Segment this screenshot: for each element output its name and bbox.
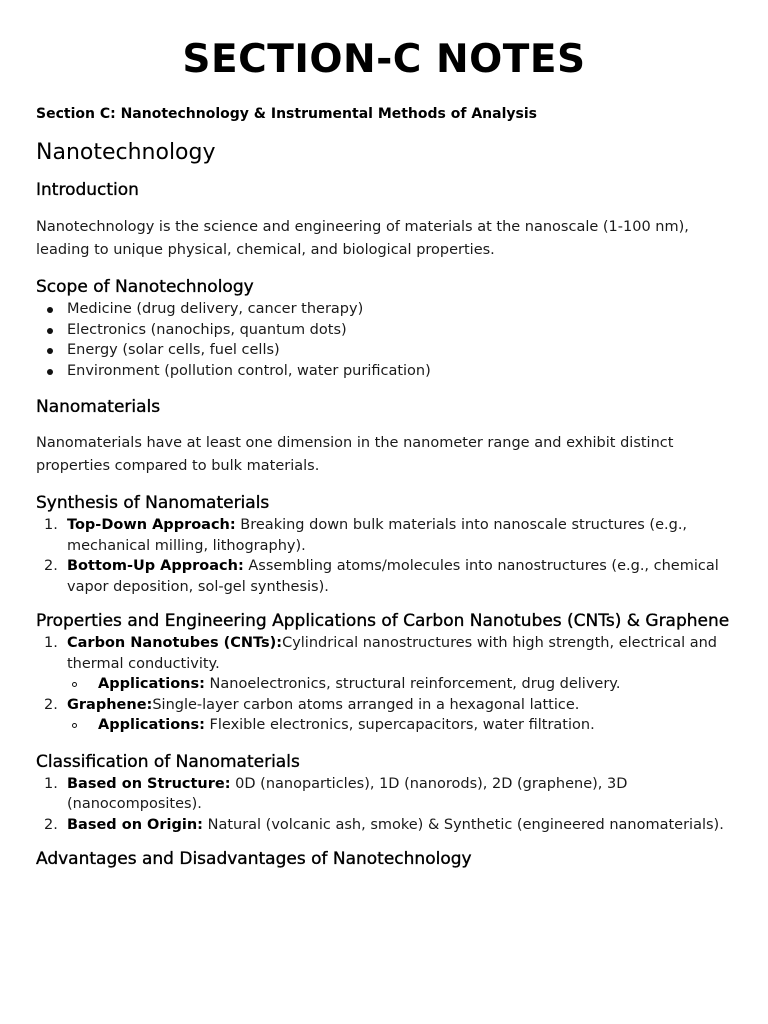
list-item	[36, 774, 732, 815]
term-description: Natural (volcanic ash, smoke) & Synthetic (engineered nanomaterials).	[202, 816, 724, 833]
term-label: Carbon Nanotubes (CNTs):	[67, 635, 283, 651]
list-number: 1.	[44, 635, 58, 651]
term-description: Breaking down bulk materials into nanoscale structures (e.g., mechanical milling, lithography).	[67, 517, 688, 554]
introduction-heading: Introduction	[36, 180, 139, 200]
nanomaterials-text: Nanomaterials have at least one dimension in the nanometer range and exhibit distinct properties compared to bulk materials.	[36, 435, 674, 474]
classification-list	[36, 774, 732, 836]
sub-term-label: Applications:	[98, 717, 205, 733]
synthesis-list	[36, 515, 732, 597]
circle-bullet-icon	[72, 723, 77, 728]
document-subtitle: Section C: Nanotechnology & Instrumental Methods of Analysis	[36, 106, 537, 122]
properties-list	[36, 633, 732, 736]
sub-list	[67, 674, 732, 695]
list-number: 1.	[44, 517, 58, 533]
term-description: Assembling atoms/molecules into nanostructures (e.g., chemical vapor deposition, sol-gel synthesis).	[67, 558, 719, 595]
scope-heading: Scope of Nanotechnology	[36, 277, 254, 297]
main-heading: Nanotechnology	[36, 140, 216, 165]
sub-term-description: Flexible electronics, supercapacitors, water filtration.	[204, 717, 595, 733]
properties-heading: Properties and Engineering Applications of Carbon Nanotubes (CNTs) & Graphene	[36, 611, 730, 631]
bullet-icon	[47, 328, 53, 334]
term-description: 0D (nanoparticles), 1D (nanorods), 2D (graphene), 3D (nanocomposites).	[67, 775, 628, 812]
advantages-heading: Advantages and Disadvantages of Nanotechnology	[36, 849, 472, 869]
synthesis-heading: Synthesis of Nanomaterials	[36, 493, 270, 513]
list-item	[36, 556, 732, 597]
bullet-icon	[47, 369, 53, 375]
list-item: Environment (pollution control, water purification)	[36, 361, 732, 382]
term-label: Graphene:	[67, 696, 153, 713]
list-number: 1.	[44, 775, 58, 792]
list-item	[36, 633, 732, 695]
circle-bullet-icon	[72, 682, 77, 687]
sub-list-item	[67, 674, 732, 695]
list-number: 2.	[44, 558, 58, 574]
page-title: SECTION-C NOTES	[182, 37, 586, 82]
sub-term-description: Nanoelectronics, structural reinforcement, drug delivery.	[204, 676, 621, 692]
sub-term-label: Applications:	[98, 676, 205, 692]
sub-list	[67, 715, 732, 736]
list-item	[36, 815, 732, 836]
bullet-icon	[47, 307, 53, 313]
list-number: 2.	[44, 816, 58, 833]
list-item: Electronics (nanochips, quantum dots)	[36, 320, 732, 341]
bullet-icon	[47, 348, 53, 354]
list-number: 2.	[44, 696, 58, 713]
classification-heading: Classification of Nanomaterials	[36, 751, 300, 772]
list-item: Energy (solar cells, fuel cells)	[36, 340, 732, 361]
list-item	[36, 515, 732, 556]
term-description: Single-layer carbon atoms arranged in a hexagonal lattice.	[152, 696, 580, 713]
term-label: Top-Down Approach:	[67, 517, 236, 533]
term-label: Based on Origin:	[67, 816, 203, 833]
term-label: Bottom-Up Approach:	[67, 558, 244, 574]
list-item: Medicine (drug delivery, cancer therapy)	[36, 299, 732, 320]
term-label: Based on Structure:	[67, 775, 231, 792]
list-item	[36, 695, 732, 736]
introduction-text: Nanotechnology is the science and engineering of materials at the nanoscale (1-100 nm), leading to unique physical, chemical, and biological properties.	[36, 219, 689, 258]
term-description: Cylindrical nanostructures with high strength, electrical and thermal conductivity.	[67, 635, 718, 672]
sub-list-item	[67, 715, 732, 736]
scope-list	[36, 299, 732, 381]
nanomaterials-heading: Nanomaterials	[36, 397, 161, 417]
